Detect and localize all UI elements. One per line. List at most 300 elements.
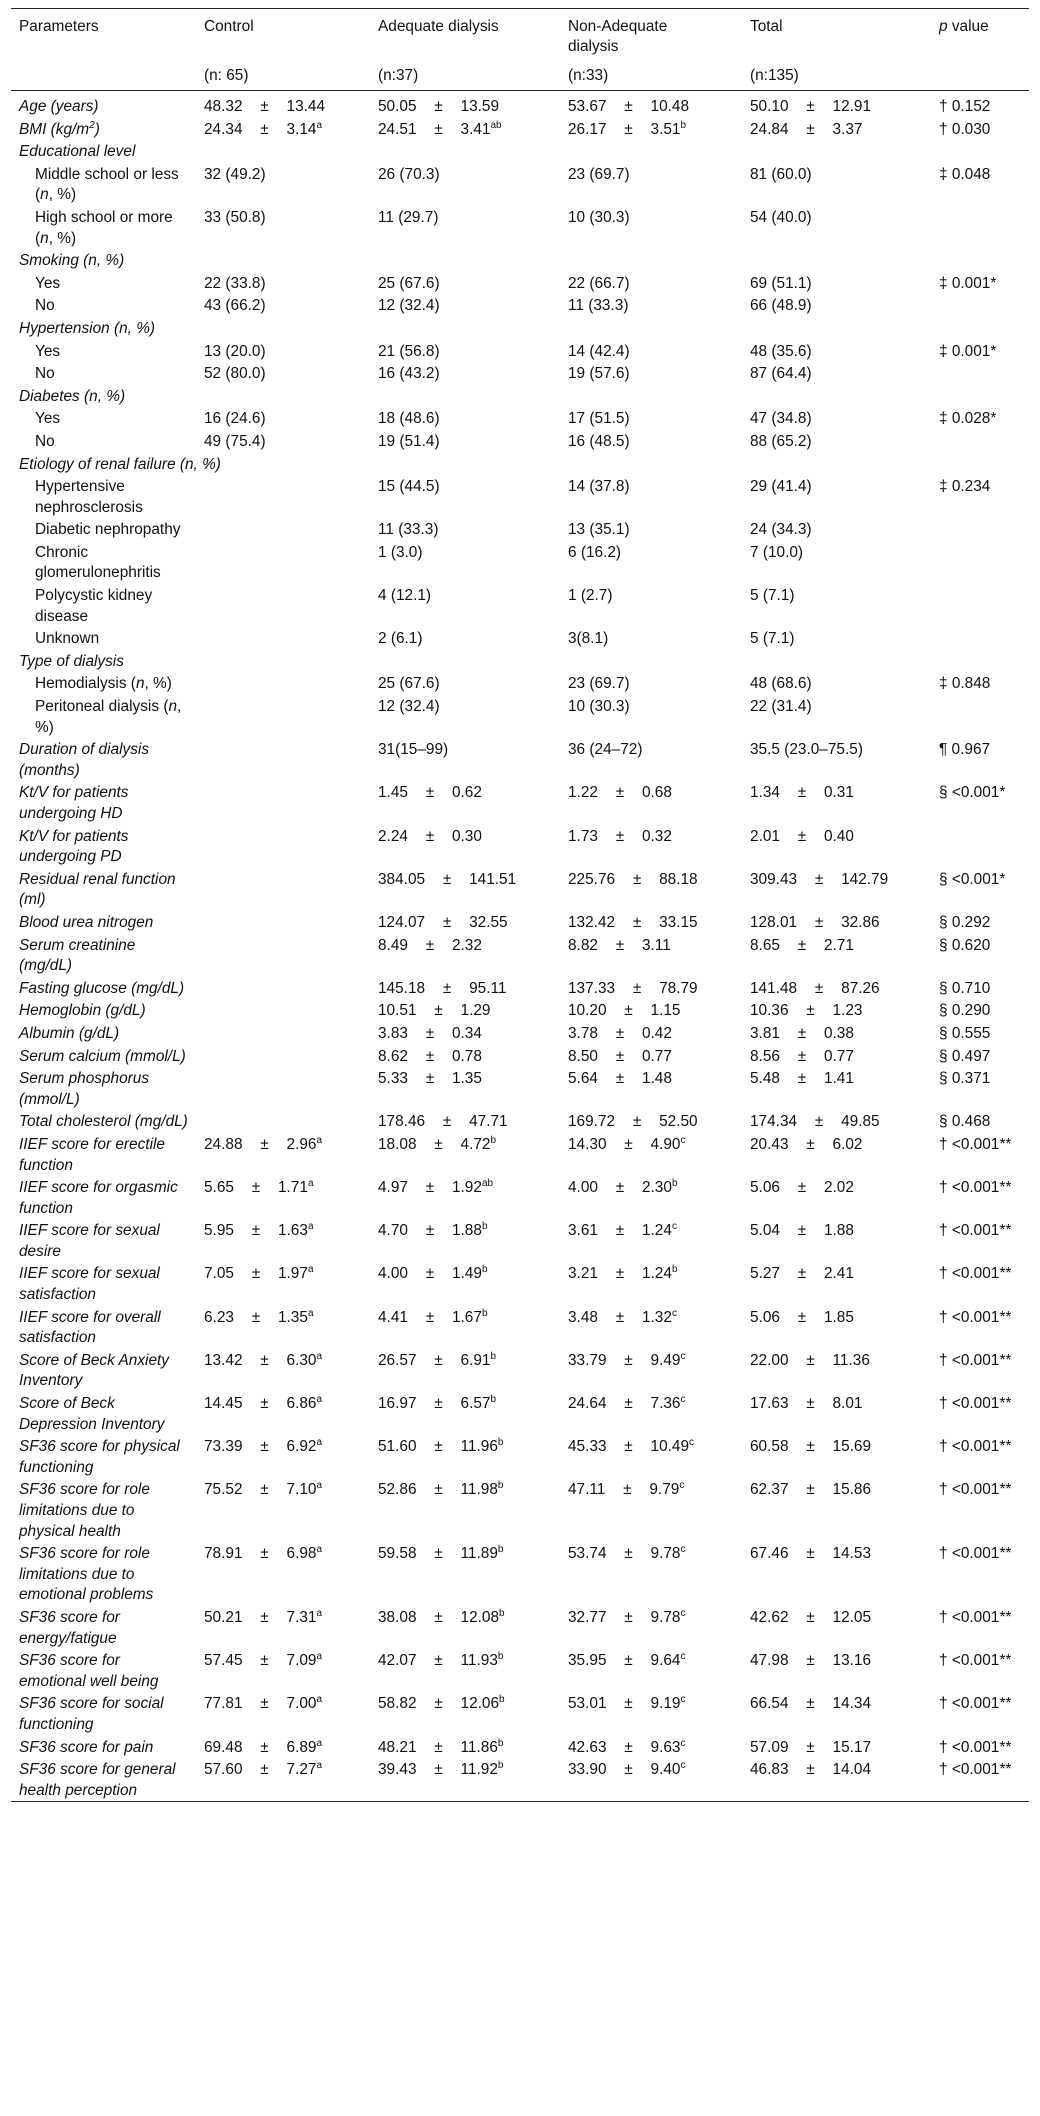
value-cell <box>742 407 931 430</box>
plus-minus: ± <box>632 913 642 931</box>
mean-value: 3.81 <box>750 1024 780 1042</box>
sd-value: 7.00$^a$ <box>286 1694 323 1713</box>
mean-value: 14.45 <box>204 1395 243 1413</box>
plus-minus: ± <box>251 1222 261 1240</box>
row-label-cell <box>11 340 196 363</box>
header-n-blank <box>11 57 196 91</box>
sd-value: 6.57$^b$ <box>460 1393 497 1413</box>
value-cell <box>742 1692 931 1735</box>
table-row <box>11 317 1029 340</box>
sd-value: 0.34 <box>451 1024 482 1042</box>
value-cell <box>560 1067 742 1110</box>
value-cell <box>196 1649 370 1692</box>
cell-value: 47 (34.8) <box>750 410 812 428</box>
row-label: Polycystic kidney disease <box>35 587 153 625</box>
p-value-cell <box>931 430 1029 453</box>
row-label: Blood urea nitrogen <box>19 913 154 931</box>
value-cell <box>560 1649 742 1692</box>
sd-value: 8.01 <box>832 1395 863 1413</box>
cell-value: 16 (48.5) <box>568 432 630 450</box>
value-cell <box>742 695 931 738</box>
mean-value: 8.49 <box>378 936 408 954</box>
p-value-cell <box>931 627 1029 650</box>
row-label-cell <box>11 695 196 738</box>
plus-minus: ± <box>806 1395 815 1413</box>
mean-value: 16.97 <box>378 1395 417 1413</box>
row-label-cell <box>11 1262 196 1305</box>
table-row <box>11 1692 1029 1735</box>
table-row <box>11 249 1029 272</box>
value-cell <box>196 1045 370 1068</box>
mean-value: 24.84 <box>750 120 789 138</box>
plus-minus: ± <box>260 1438 269 1456</box>
value-cell <box>370 1262 560 1305</box>
plus-minus: ± <box>434 1395 443 1413</box>
plus-minus: ± <box>797 827 807 845</box>
sd-value: 52.50 <box>659 1113 698 1131</box>
sd-value: 3.11 <box>641 936 671 954</box>
row-label-cell <box>11 1045 196 1068</box>
sd-value: 9.19$^c$ <box>650 1694 686 1713</box>
row-label: Hypertension (n, %) <box>19 319 156 337</box>
sd-value: 7.27$^a$ <box>286 1760 323 1779</box>
plus-minus: ± <box>623 1481 632 1499</box>
mean-value: 75.52 <box>204 1481 243 1499</box>
value-cell <box>196 294 370 317</box>
superscript: a <box>316 1544 323 1556</box>
plus-minus: ± <box>434 1438 443 1456</box>
cell-value: 2 (6.1) <box>378 630 423 648</box>
plus-minus: ± <box>434 1608 443 1626</box>
value-cell <box>196 738 370 781</box>
sd-value: 2.30$^b$ <box>641 1177 678 1197</box>
mean-value: 35.95 <box>568 1652 607 1670</box>
value-cell <box>742 1176 931 1219</box>
superscript: a <box>316 1134 323 1146</box>
mean-value: 77.81 <box>204 1695 243 1713</box>
superscript: b <box>497 1544 504 1556</box>
value-cell <box>370 407 560 430</box>
plus-minus: ± <box>624 1545 633 1563</box>
sd-value: 7.09$^a$ <box>286 1651 323 1670</box>
plus-minus: ± <box>615 1265 625 1283</box>
plus-minus: ± <box>624 1608 633 1626</box>
superscript: b <box>497 1737 504 1749</box>
mean-value: 50.10 <box>750 98 789 115</box>
row-label: Yes <box>35 342 61 360</box>
row-label: Serum phosphorus (mmol/L) <box>19 1070 150 1108</box>
value-cell <box>742 1045 931 1068</box>
row-label: High school or more (n, %) <box>35 208 173 247</box>
plus-minus: ± <box>442 913 452 931</box>
plus-minus: ± <box>251 1308 261 1326</box>
p-value-cell: ‡ 0.048 <box>939 165 991 183</box>
row-label-cell <box>11 1606 196 1649</box>
cell-value: 23 (69.7) <box>568 675 630 693</box>
row-label-cell <box>11 91 196 118</box>
plus-minus: ± <box>425 1222 435 1240</box>
p-value-cell: § 0.710 <box>939 979 991 997</box>
table-row <box>11 1392 1029 1435</box>
p-value-cell <box>931 695 1029 738</box>
value-cell <box>742 1262 931 1305</box>
mean-value: 24.51 <box>378 120 417 138</box>
sd-value: 9.64$^c$ <box>650 1651 686 1670</box>
row-label: Diabetes (n, %) <box>19 387 126 405</box>
value-cell <box>370 1478 560 1542</box>
plus-minus: ± <box>806 1695 815 1713</box>
row-label-cell <box>11 294 196 317</box>
mean-value: 52.86 <box>378 1481 417 1499</box>
mean-value: 3.78 <box>568 1024 598 1042</box>
mean-value: 42.63 <box>568 1738 607 1756</box>
cell-value: 19 (57.6) <box>568 365 630 383</box>
value-cell <box>560 91 742 118</box>
value-cell <box>560 1133 742 1176</box>
value-cell <box>196 1758 370 1802</box>
value-cell <box>742 475 931 518</box>
row-label-cell <box>11 206 196 249</box>
p-value-cell: § 0.497 <box>939 1047 991 1065</box>
row-label-cell <box>11 317 196 340</box>
row-label-cell <box>11 1435 196 1478</box>
value-cell <box>742 672 931 695</box>
plus-minus: ± <box>624 1351 633 1369</box>
cell-value: 13 (20.0) <box>204 342 266 360</box>
mean-value: 22.00 <box>750 1351 789 1369</box>
sd-value: 0.77 <box>641 1047 672 1065</box>
superscript: c <box>680 1393 686 1405</box>
sd-value: 7.31$^a$ <box>286 1607 323 1626</box>
value-cell <box>196 340 370 363</box>
value-cell <box>196 1349 370 1392</box>
p-value-cell: ‡ 0.001* <box>939 274 997 292</box>
superscript: c <box>680 1651 686 1663</box>
value-cell <box>196 362 370 385</box>
value-cell <box>742 738 931 781</box>
value-cell <box>370 627 560 650</box>
value-cell <box>370 430 560 453</box>
mean-value: 132.42 <box>568 913 616 931</box>
mean-value: 5.48 <box>750 1070 780 1088</box>
cell-value: 5 (7.1) <box>750 630 795 648</box>
header-non-adequate <box>560 9 742 58</box>
table-row <box>11 672 1029 695</box>
sd-value: 0.38 <box>823 1024 854 1042</box>
value-cell <box>560 272 742 295</box>
superscript: b <box>499 1694 505 1706</box>
value-cell <box>560 1692 742 1735</box>
value-cell <box>742 294 931 317</box>
p-value-cell: † <0.001** <box>939 1545 1012 1563</box>
row-label: Hypertensive nephrosclerosis <box>35 478 143 516</box>
value-cell <box>196 1262 370 1305</box>
sd-value: 32.55 <box>469 913 508 931</box>
sd-value: 0.40 <box>823 827 854 845</box>
cell-value: 48 (68.6) <box>750 675 812 693</box>
sd-value: 32.86 <box>841 913 880 931</box>
row-label: SF36 score for social functioning <box>19 1695 164 1733</box>
mean-value: 4.00 <box>378 1265 408 1283</box>
table-row <box>11 650 1029 673</box>
plus-minus: ± <box>251 1265 261 1283</box>
table-body <box>11 91 1029 1802</box>
cell-value: 81 (60.0) <box>750 165 812 183</box>
mean-value: 50.21 <box>204 1608 243 1626</box>
value-cell <box>560 453 742 476</box>
row-label-cell <box>11 1736 196 1759</box>
sd-value: 10.49$^c$ <box>650 1437 695 1456</box>
sd-value: 1.92$^{ab}$ <box>451 1177 494 1197</box>
sd-value: 87.26 <box>841 979 880 997</box>
value-cell <box>742 825 931 868</box>
sd-value: 1.15 <box>650 1002 681 1020</box>
table-row <box>11 738 1029 781</box>
value-cell <box>370 541 560 584</box>
value-cell <box>560 1478 742 1542</box>
mean-value: 4.00 <box>568 1179 598 1197</box>
header-n-control: (n: 65) <box>196 57 370 91</box>
value-cell <box>370 1176 560 1219</box>
mean-value: 48.32 <box>204 98 243 115</box>
value-cell <box>370 518 560 541</box>
value-cell <box>742 868 931 911</box>
p-value-cell: † <0.001** <box>939 1738 1012 1756</box>
plus-minus: ± <box>624 1761 633 1779</box>
row-label: Etiology of renal failure (n, %) <box>19 455 221 473</box>
sd-value: 4.72$^b$ <box>460 1134 497 1153</box>
value-cell <box>560 362 742 385</box>
value-cell <box>560 695 742 738</box>
plus-minus: ± <box>806 120 815 138</box>
plus-minus: ± <box>624 98 633 115</box>
superscript: a <box>316 1651 323 1663</box>
plus-minus: ± <box>806 1135 815 1153</box>
superscript: a <box>316 1760 323 1771</box>
value-cell <box>742 627 931 650</box>
superscript: a <box>316 119 323 131</box>
mean-value: 33.90 <box>568 1761 607 1779</box>
p-value-cell <box>931 249 1029 272</box>
row-label-cell <box>11 163 196 206</box>
superscript: 2 <box>89 119 95 131</box>
sd-value: 2.02 <box>823 1179 854 1197</box>
mean-value: 178.46 <box>378 1113 426 1131</box>
mean-value: 3.83 <box>378 1024 408 1042</box>
mean-value: 24.88 <box>204 1135 243 1153</box>
value-cell <box>196 1176 370 1219</box>
mean-value: 10.51 <box>378 1002 417 1020</box>
value-cell <box>560 1435 742 1478</box>
value-cell <box>196 911 370 934</box>
table-row <box>11 340 1029 363</box>
value-cell <box>560 1219 742 1262</box>
cell-value: 15 (44.5) <box>378 478 440 496</box>
plus-minus: ± <box>434 1695 443 1713</box>
row-label-cell <box>11 1692 196 1735</box>
superscript: a <box>316 1393 323 1405</box>
sd-value: 15.17 <box>832 1738 872 1756</box>
value-cell <box>560 977 742 1000</box>
plus-minus: ± <box>806 98 815 115</box>
mean-value: 1.73 <box>568 827 598 845</box>
p-value-cell: ‡ 0.234 <box>939 478 991 496</box>
value-cell <box>560 1606 742 1649</box>
plus-minus: ± <box>806 1002 815 1020</box>
value-cell <box>742 1349 931 1392</box>
superscript: b <box>481 1221 488 1233</box>
row-label: Score of Beck Depression Inventory <box>19 1395 165 1433</box>
value-cell <box>370 317 560 340</box>
value-cell <box>560 1045 742 1068</box>
sd-value: 49.85 <box>841 1113 880 1131</box>
mean-value: 225.76 <box>568 870 616 888</box>
p-value-cell: † 0.030 <box>939 120 991 138</box>
p-value-cell: † <0.001** <box>939 1608 1012 1626</box>
superscript: b <box>497 1480 504 1492</box>
sd-value: 9.63$^c$ <box>650 1737 686 1756</box>
sd-value: 0.78 <box>451 1047 482 1065</box>
row-label: SF36 score for general health perception <box>19 1761 176 1799</box>
value-cell <box>370 272 560 295</box>
sd-value: 1.24$^b$ <box>641 1264 678 1283</box>
p-value-cell <box>931 518 1029 541</box>
mean-value: 124.07 <box>378 913 426 931</box>
value-cell <box>370 1045 560 1068</box>
mean-value: 5.27 <box>750 1265 780 1283</box>
plus-minus: ± <box>260 1481 269 1499</box>
p-value-cell: ‡ 0.001* <box>939 342 997 360</box>
table-row <box>11 362 1029 385</box>
plus-minus: ± <box>814 870 824 888</box>
table-row <box>11 627 1029 650</box>
value-cell <box>742 362 931 385</box>
row-label-cell <box>11 1133 196 1176</box>
value-cell <box>370 911 560 934</box>
value-cell <box>370 91 560 118</box>
plus-minus: ± <box>615 784 625 802</box>
p-value-cell: § 0.290 <box>939 1002 991 1020</box>
value-cell <box>560 317 742 340</box>
value-cell <box>560 1022 742 1045</box>
value-cell <box>370 868 560 911</box>
value-cell <box>560 1262 742 1305</box>
p-value-cell: † 0.152 <box>939 98 991 115</box>
table-row <box>11 163 1029 206</box>
mean-value: 1.22 <box>568 784 598 802</box>
sd-value: 1.23 <box>832 1002 863 1020</box>
plus-minus: ± <box>260 1395 269 1413</box>
row-label: Middle school or less (n, %) <box>35 165 179 204</box>
value-cell <box>560 407 742 430</box>
table-row <box>11 1478 1029 1542</box>
mean-value: 169.72 <box>568 1113 616 1131</box>
p-value-cell: † <0.001** <box>939 1222 1012 1240</box>
cell-value: 13 (35.1) <box>568 521 630 539</box>
cell-value: 14 (37.8) <box>568 478 630 496</box>
plus-minus: ± <box>797 1024 807 1042</box>
sd-value: 14.53 <box>832 1545 872 1563</box>
table-row <box>11 1758 1029 1802</box>
cell-value: 87 (64.4) <box>750 365 812 383</box>
cell-value: 54 (40.0) <box>750 208 812 226</box>
n-symbol: n <box>168 698 178 716</box>
superscript: a <box>316 1737 323 1749</box>
value-cell <box>370 1349 560 1392</box>
row-label: No <box>35 297 55 315</box>
row-label-cell <box>11 362 196 385</box>
header-n-adequate: (n:37) <box>370 57 560 91</box>
value-cell <box>560 1176 742 1219</box>
cell-value: 16 (43.2) <box>378 365 440 383</box>
sd-value: 9.78$^c$ <box>650 1544 686 1563</box>
value-cell <box>196 672 370 695</box>
sd-value: 1.88 <box>823 1222 854 1240</box>
sd-value: 12.05 <box>832 1608 872 1626</box>
cell-value: 1 (3.0) <box>378 543 423 561</box>
row-label-cell <box>11 407 196 430</box>
plus-minus: ± <box>425 1179 435 1197</box>
mean-value: 384.05 <box>378 870 426 888</box>
p-value-cell: † <0.001** <box>939 1351 1012 1369</box>
table-row <box>11 206 1029 249</box>
value-cell <box>370 1435 560 1478</box>
cell-value: 18 (48.6) <box>378 410 440 428</box>
mean-value: 2.24 <box>378 827 408 845</box>
plus-minus: ± <box>260 1652 269 1670</box>
value-cell <box>560 672 742 695</box>
table-row <box>11 911 1029 934</box>
cell-value: 14 (42.4) <box>568 342 630 360</box>
p-value-cell: † <0.001** <box>939 1265 1012 1283</box>
plus-minus: ± <box>615 1222 625 1240</box>
plus-minus: ± <box>425 784 435 802</box>
mean-value: 14.30 <box>568 1135 607 1153</box>
p-value-cell: † <0.001** <box>939 1652 1012 1670</box>
superscript: b <box>497 1437 504 1449</box>
header-p-rest: value <box>947 18 989 35</box>
superscript: b <box>490 1393 497 1405</box>
superscript: b <box>497 1760 504 1771</box>
row-label: Hemoglobin (g/dL) <box>19 1002 146 1020</box>
sd-value: 1.48 <box>641 1070 672 1088</box>
plus-minus: ± <box>442 979 452 997</box>
value-cell <box>742 1392 931 1435</box>
row-label: Peritoneal dialysis (n, %) <box>35 698 182 736</box>
sd-value: 1.41 <box>823 1070 854 1088</box>
cell-value: 11 (29.7) <box>378 208 439 226</box>
value-cell <box>196 118 370 141</box>
row-label: Residual renal function (ml) <box>19 870 176 909</box>
p-value-cell: ¶ 0.967 <box>939 741 991 759</box>
table-row <box>11 118 1029 141</box>
sd-value: 2.32 <box>451 936 482 954</box>
plus-minus: ± <box>425 1070 435 1088</box>
value-cell <box>742 163 931 206</box>
plus-minus: ± <box>806 1545 815 1563</box>
mean-value: 59.58 <box>378 1545 417 1563</box>
sd-value: 11.89$^b$ <box>460 1544 504 1563</box>
row-label: IIEF score for sexual desire <box>19 1222 160 1260</box>
value-cell <box>370 475 560 518</box>
mean-value: 57.45 <box>204 1652 243 1670</box>
plus-minus: ± <box>260 1608 269 1626</box>
value-cell <box>742 1649 931 1692</box>
plus-minus: ± <box>797 1222 807 1240</box>
value-cell <box>370 249 560 272</box>
sd-value: 1.88$^b$ <box>451 1221 488 1240</box>
cell-value: 11 (33.3) <box>378 521 439 539</box>
